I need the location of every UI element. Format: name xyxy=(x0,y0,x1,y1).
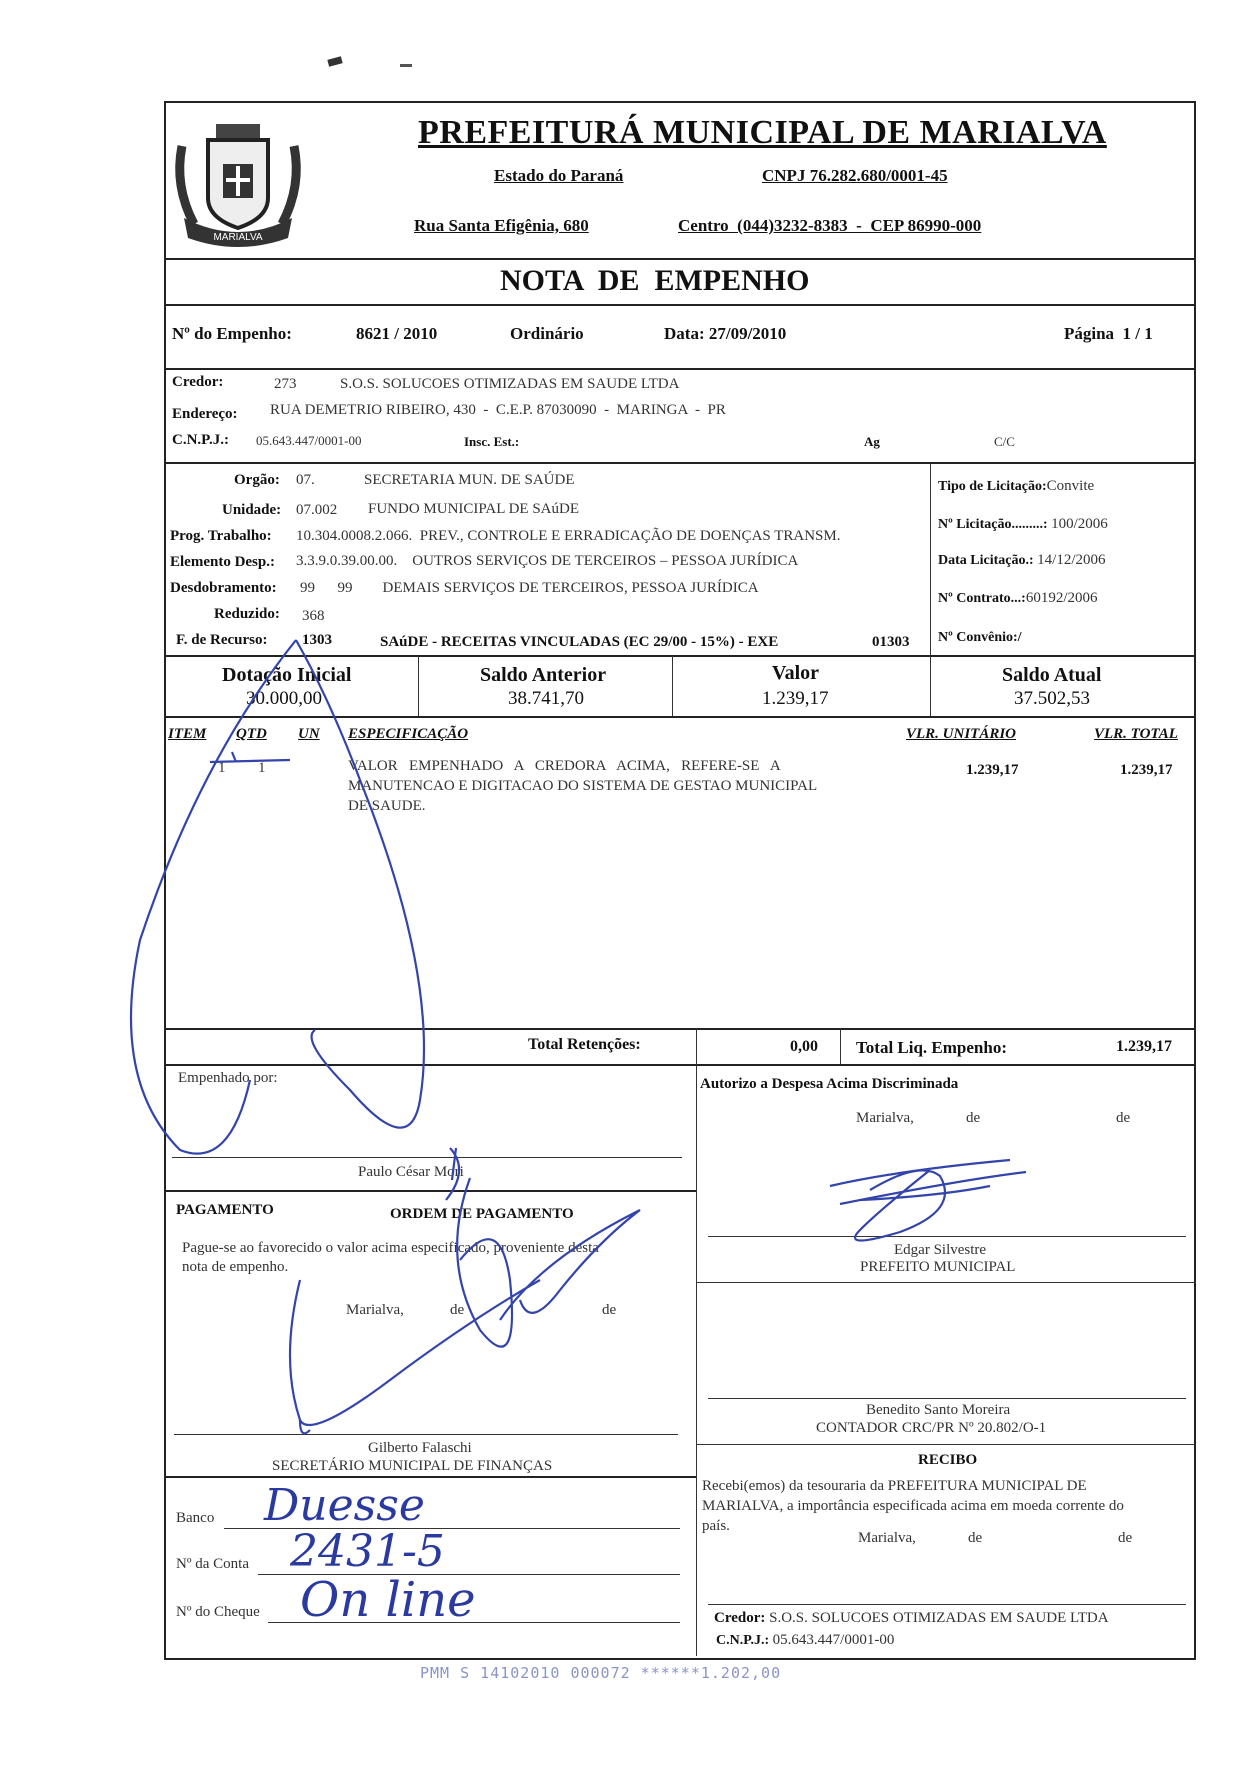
col-qtd: QTD xyxy=(236,726,267,742)
col-especificacao: ESPECIFICAÇÃO xyxy=(348,726,469,742)
recibo-cnpj-value: 05.643.447/0001-00 xyxy=(772,1632,895,1648)
licitacao-num-value: 100/2006 xyxy=(1051,516,1108,532)
signature-mori-line xyxy=(210,752,290,762)
col-vlr-total: VLR. TOTAL xyxy=(1094,726,1178,742)
empenhado-name: Paulo César Mori xyxy=(358,1164,464,1180)
cheque-label: Nº do Cheque xyxy=(176,1604,260,1620)
recibo-title: RECIBO xyxy=(918,1452,978,1468)
empenho-number: 8621 / 2010 xyxy=(356,324,438,343)
pagamento-de2: de xyxy=(602,1302,617,1318)
empenho-data: Data: 27/09/2010 xyxy=(664,324,787,343)
header-contact: Centro (044)3232-8383 - CEP 86990-000 xyxy=(678,216,982,235)
row-item: 1 xyxy=(218,760,226,776)
autorizo-de2: de xyxy=(1116,1110,1131,1126)
saldo-atual-label: Saldo Atual xyxy=(1002,664,1102,686)
signature-mori-2 xyxy=(446,1148,459,1200)
pagamento-city: Marialva, xyxy=(346,1302,404,1318)
fonte-number: 01303 xyxy=(872,634,910,650)
page-number: Página 1 / 1 xyxy=(1064,324,1153,343)
reduzido-label: Reduzido: xyxy=(214,606,280,622)
conta-label: Nº da Conta xyxy=(176,1556,249,1572)
recibo-cnpj-label: C.N.P.J.: xyxy=(716,1633,770,1648)
col-un: UN xyxy=(298,726,320,742)
autorizo-label: Autorizo a Despesa Acima Discriminada xyxy=(700,1076,959,1092)
header-address: Rua Santa Efigênia, 680 xyxy=(414,216,589,235)
convenio-label: Nº Convênio:/ xyxy=(938,630,1022,645)
prefeito-role: PREFEITO MUNICIPAL xyxy=(860,1259,1016,1275)
valor-label: Valor xyxy=(772,662,820,684)
recibo-text-line3: país. xyxy=(702,1518,730,1534)
credor-name: S.O.S. SOLUCOES OTIMIZADAS EM SAUDE LTDA xyxy=(340,376,680,392)
signature-falaschi xyxy=(290,1178,640,1433)
empenho-tipo: Ordinário xyxy=(510,324,584,343)
recibo-de1: de xyxy=(968,1530,983,1546)
pagamento-text-line1: Pague-se ao favorecido o valor acima especificado, proveniente desta xyxy=(182,1240,599,1256)
desdobramento-value: 99 99 DEMAIS SERVIÇOS DE TERCEIROS, PESSOA JURÍDICA xyxy=(300,580,759,596)
recibo-de2: de xyxy=(1118,1530,1133,1546)
conta-handwriting: 2431-5 xyxy=(290,1526,445,1577)
prog-label: Prog. Trabalho: xyxy=(170,528,272,544)
banco-label: Banco xyxy=(176,1510,215,1526)
recibo-credor-value: S.O.S. SOLUCOES OTIMIZADAS EM SAUDE LTDA xyxy=(769,1610,1109,1626)
ordem-pagamento-label: ORDEM DE PAGAMENTO xyxy=(390,1206,574,1222)
credor-code: 273 xyxy=(274,376,297,392)
autorizo-de1: de xyxy=(966,1110,981,1126)
endereco-value: RUA DEMETRIO RIBEIRO, 430 - C.E.P. 87030090 - MARINGA - PR xyxy=(270,402,726,418)
row-esp-line1: VALOR EMPENHADO A CREDORA ACIMA, REFERE-SE A xyxy=(348,758,781,774)
unidade-desc: FUNDO MUNICIPAL DE SAúDE xyxy=(368,501,579,517)
empenhado-label: Empenhado por: xyxy=(178,1070,278,1086)
fonte-desc: SAúDE - RECEITAS VINCULADAS (EC 29/00 - 15%) - EXE xyxy=(380,634,779,650)
valor-value: 1.239,17 xyxy=(762,688,829,709)
pagamento-de1: de xyxy=(450,1302,465,1318)
desdobramento-label: Desdobramento: xyxy=(170,580,277,596)
endereco-label: Endereço: xyxy=(172,406,238,422)
orgao-code: 07. xyxy=(296,472,315,488)
total-retencoes-value: 0,00 xyxy=(790,1038,818,1055)
unidade-label: Unidade: xyxy=(222,502,282,518)
empenho-number-label: Nº do Empenho: xyxy=(172,324,292,343)
saldo-anterior-label: Saldo Anterior xyxy=(480,664,607,686)
recibo-credor-label: Credor: xyxy=(714,1610,766,1626)
licitacao-tipo-value: Convite xyxy=(1046,478,1095,494)
pagamento-label: PAGAMENTO xyxy=(176,1202,274,1218)
secretario-role: SECRETÁRIO MUNICIPAL DE FINANÇAS xyxy=(272,1458,553,1474)
contador-name: Benedito Santo Moreira xyxy=(866,1402,1011,1418)
bank-stamp: PMM S 14102010 000072 ******1.202,00 xyxy=(420,1664,782,1682)
recibo-city: Marialva, xyxy=(858,1530,916,1546)
row-vlr-unitario: 1.239,17 xyxy=(966,762,1019,778)
cheque-handwriting: On line xyxy=(300,1572,476,1628)
recibo-text-line1: Recebi(emos) da tesouraria da PREFEITURA MUNICIPAL DE xyxy=(702,1478,1087,1494)
saldo-anterior-value: 38.741,70 xyxy=(508,688,584,709)
page-title: PREFEITURÁ MUNICIPAL DE MARIALVA xyxy=(418,114,1107,151)
contrato-value: 60192/2006 xyxy=(1025,590,1098,606)
signature-mori xyxy=(131,640,424,1154)
prefeito-name: Edgar Silvestre xyxy=(894,1242,987,1258)
row-qtd: 1 xyxy=(258,760,266,776)
insc-label: Insc. Est.: xyxy=(464,434,520,449)
header-state: Estado do Paraná xyxy=(494,166,624,185)
cc-label: C/C xyxy=(994,434,1015,449)
pagamento-text-line2: nota de empenho. xyxy=(182,1259,289,1275)
banco-handwriting: Duesse xyxy=(264,1480,425,1531)
saldo-atual-value: 37.502,53 xyxy=(1014,688,1090,709)
orgao-desc: SECRETARIA MUN. DE SAÚDE xyxy=(364,472,575,488)
licitacao-data-value: 14/12/2006 xyxy=(1037,552,1106,568)
row-esp-line2: MANUTENCAO E DIGITACAO DO SISTEMA DE GESTAO MUNICIPAL xyxy=(348,778,818,794)
row-esp-line3: DE SAUDE. xyxy=(348,798,426,814)
dotacao-label: Dotação Inicial xyxy=(222,664,352,686)
total-retencoes-label: Total Retenções: xyxy=(528,1036,641,1053)
licitacao-data-label: Data Licitação.: xyxy=(938,553,1034,568)
prog-value: 10.304.0008.2.066. PREV., CONTROLE E ERRADICAÇÃO DE DOENÇAS TRANSM. xyxy=(296,528,841,544)
cnpj-value: 05.643.447/0001-00 xyxy=(256,433,362,448)
svg-text:MARIALVA: MARIALVA xyxy=(213,232,263,243)
fonte-label: F. de Recurso: xyxy=(176,632,268,648)
fonte-code: 1303 xyxy=(302,632,332,648)
row-vlr-total: 1.239,17 xyxy=(1120,762,1173,778)
secretario-name: Gilberto Falaschi xyxy=(368,1440,472,1456)
reduzido-value: 368 xyxy=(302,608,325,624)
contador-role: CONTADOR CRC/PR Nº 20.802/O-1 xyxy=(816,1420,1047,1436)
ag-label: Ag xyxy=(864,434,880,449)
col-vlr-unitario: VLR. UNITÁRIO xyxy=(906,726,1017,742)
recibo-text-line2: MARIALVA, a importância especificada acima em moeda corrente do xyxy=(702,1498,1124,1514)
elemento-label: Elemento Desp.: xyxy=(170,554,275,570)
doc-title: NOTA DE EMPENHO xyxy=(500,264,810,297)
credor-label: Credor: xyxy=(172,374,224,390)
cnpj-label: C.N.P.J.: xyxy=(172,432,229,448)
signature-edgar xyxy=(830,1160,1026,1241)
licitacao-tipo-label: Tipo de Licitação: xyxy=(938,479,1047,494)
elemento-value: 3.3.9.0.39.00.00. OUTROS SERVIÇOS DE TERCEIROS – PESSOA JURÍDICA xyxy=(296,553,799,569)
total-liq-label: Total Liq. Empenho: xyxy=(856,1038,1007,1057)
unidade-code: 07.002 xyxy=(296,502,338,518)
licitacao-num-label: Nº Licitação.........: xyxy=(938,517,1048,532)
dotacao-value: 30.000,00 xyxy=(246,688,322,709)
autorizo-city: Marialva, xyxy=(856,1110,914,1126)
header-cnpj: CNPJ 76.282.680/0001-45 xyxy=(762,166,948,185)
col-item: ITEM xyxy=(168,726,207,742)
contrato-label: Nº Contrato...: xyxy=(938,591,1026,606)
orgao-label: Orgão: xyxy=(234,472,280,488)
total-liq-value: 1.239,17 xyxy=(1116,1038,1172,1055)
